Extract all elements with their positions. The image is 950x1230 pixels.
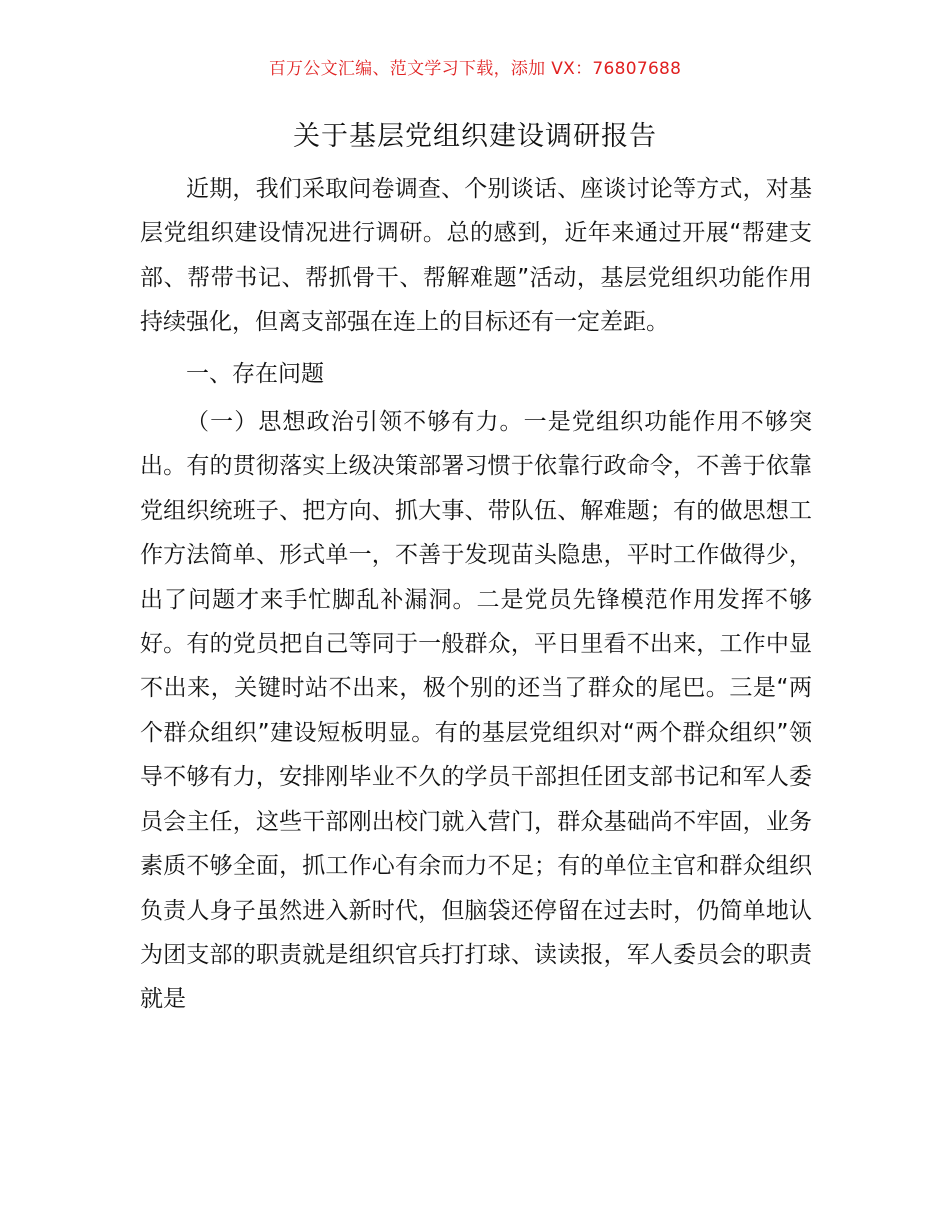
body-paragraph: （一）思想政治引领不够有力。一是党组织功能作用不够突出。有的贯彻落实上级决策部署习惯于依靠行政命令，不善于依靠党组织统班子、把方向、抓大事、带队伍、解难题；有的做思想工作方法简单、形式单一，不善于发现苗头隐患，平时工作做得少，出了问题才来手忙脚乱补漏洞。二是党员先锋模范作用发挥不够好。有的党员把自己等同于一般群众，平日里看不出来，工作中显不出来，关键时站不出来，极个别的还当了群众的尾巴。三是“两个群众组织”建设短板明显。有的基层党组织对“两个群众组织”领导不够有力，安排刚毕业不久的学员干部担任团支部书记和军人委员会主任，这些干部刚出校门就入营门，群众基础尚不牢固，业务素质不够全面，抓工作心有余而力不足；有的单位主官和群众组织负责人身子虽然进入新时代，但脑袋还停留在过去时，仍简单地认为团支部的职责就是组织官兵打打球、读读报，军人委员会的职责就是 [140, 409, 812, 1013]
header-banner: 百万公文汇编、范文学习下载，添加 VX：76807688 [268, 59, 682, 79]
intro-paragraph: 近期，我们采取问卷调查、个别谈话、座谈讨论等方式，对基层党组织建设情况进行调研。总的感到，近年来通过开展“帮建支部、帮带书记、帮抓骨干、帮解难题”活动，基层党组织功能作用持续强化，但离支部强在连上的目标还有一定差距。 [140, 176, 812, 336]
document-title: 关于基层党组织建设调研报告 [293, 121, 657, 152]
section-heading: 一、存在问题 [186, 360, 324, 387]
document-body [140, 167, 812, 1022]
